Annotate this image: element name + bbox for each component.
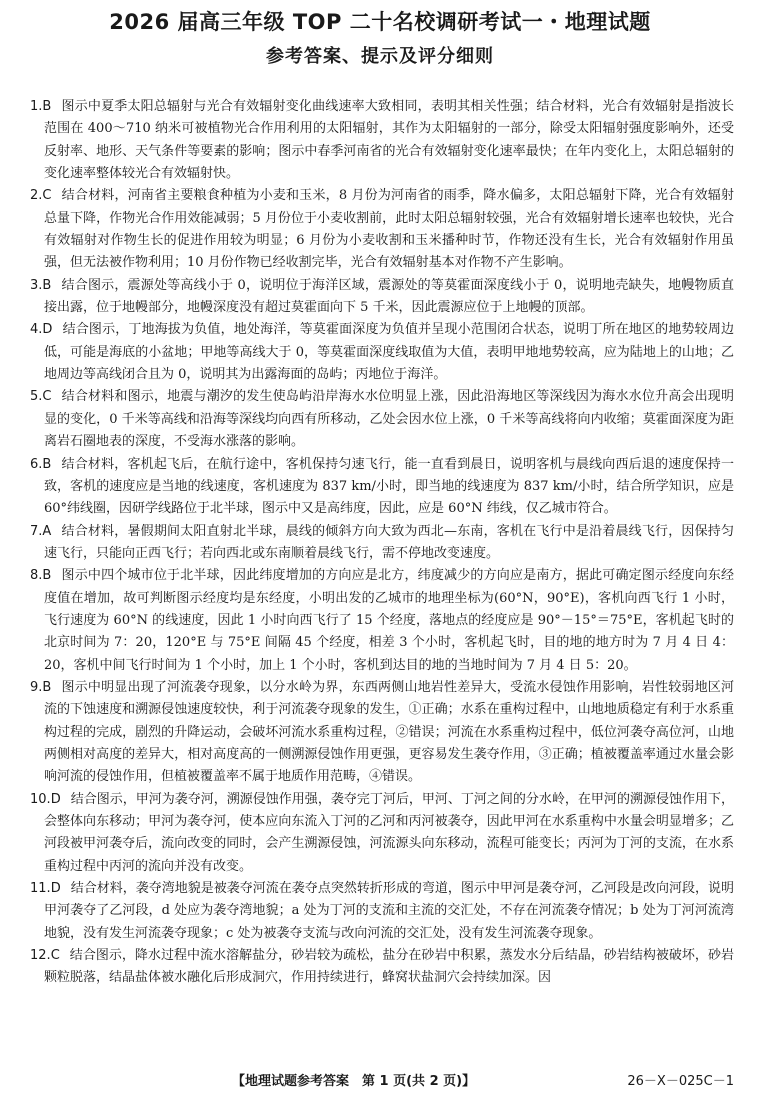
answer-number: 11. bbox=[30, 881, 51, 897]
answer-number: 8. bbox=[30, 568, 43, 584]
answer-number: 6. bbox=[30, 456, 43, 472]
answer-explanation: 图示中明显出现了河流袭夺现象，以分水岭为界，东西两侧山地岩性差异大，受流水侵蚀作用影响，岩性较弱地区河流的下蚀速度和溯源侵蚀速度较快，利于河流袭夺现象的发生，①正确；水系在重构过程中，山地地质稳定有利于水系重构过程的完成，剧烈的升降运动，会破坏河流水系重构过程，②错误；河流在水系重构过程中，低位河袭夺高位河，山地两侧相对高度的差异大，相对高度高的一侧溯源侵蚀作用更强，更容易发生袭夺作用，③正确；植被覆盖率通过水量会影响河流的侵蚀作用，但植被覆盖率不属于地质作用范畴，④错误。 bbox=[44, 679, 734, 785]
answers-list bbox=[30, 96, 734, 990]
answer-item bbox=[30, 677, 734, 789]
answer-choice: B bbox=[42, 456, 52, 472]
answer-choice: D bbox=[50, 791, 61, 807]
answer-explanation: 结合图示，震源处等高线小于 0，说明位于海洋区域，震源处的等莫霍面深度线小于 0，说明地壳缺失，地幔物质直接出露，位于地幔部分，地幔深度没有超过莫霍面向下 5 千米，因此震源应位于上地幔的顶部。 bbox=[44, 277, 734, 316]
answer-item bbox=[30, 521, 734, 566]
answer-item bbox=[30, 96, 734, 185]
page-footer bbox=[0, 1070, 760, 1090]
answer-explanation: 结合图示，甲河为袭夺河，溯源侵蚀作用强，袭夺完丁河后，甲河、丁河之间的分水岭，在甲河的溯源侵蚀作用下，会整体向东移动；甲河为袭夺河，使本应向东流入丁河的乙河和丙河被袭夺，因此甲河在水系重构中水量会明显增多；乙河段被甲河袭夺后，流向改变的同时，会产生溯源侵蚀，河流源头向东移动，流程可能变长；丙河为丁河的支流，在水系重构过程中丙河的流向并没有改变。 bbox=[44, 791, 734, 874]
answer-choice: C bbox=[50, 948, 60, 964]
answer-choice: B bbox=[42, 99, 52, 114]
answer-item bbox=[30, 945, 734, 990]
answer-choice: A bbox=[42, 523, 52, 539]
answer-choice: C bbox=[42, 389, 52, 405]
answer-item bbox=[30, 878, 734, 945]
answer-explanation: 结合材料，客机起飞后，在航行途中，客机保持匀速飞行，能一直看到晨日，说明客机与晨线向西后退的速度保持一致，客机的速度应是当地的线速度，客机速度为 837 km/小时，即当地的线速度为 837 km/小时，结合所学知识，应是 60°纬线圈，因研学线路位于北半球，图示中又是高纬度，因此，应是 60°N 纬线，仅乙城市符合。 bbox=[44, 456, 734, 517]
answer-choice: B bbox=[42, 568, 52, 584]
answer-explanation: 图示中四个城市位于北半球，因此纬度增加的方向应是北方，纬度减少的方向应是南方，据此可确定图示经度向东经度值在增加，故可判断图示经度均是东经度，小明出发的乙城市的地理坐标为(60°N，90°E)，客机向西飞行 1 小时，飞行速度为 60°N 的线速度，因此 1 小时向西飞行了 15 个经度，落地点的经度应是 90°－15°＝75°E，客机起飞时的北京时间为 7：20，120°E 与 75°E 间隔 45 个经度，相差 3 个小时，客机起飞时，目的地的地方时为 7 月 4 日 4：20，客机中间飞行时间为 1 个小时，加上 1 个小时，客机到达目的地的当地时间为 7 月 4 日 5：20。 bbox=[44, 568, 734, 673]
answer-item bbox=[30, 789, 734, 878]
answer-explanation: 结合图示，降水过程中流水溶解盐分，砂岩较为疏松，盐分在砂岩中积累，蒸发水分后结晶，砂岩结构被破坏，砂岩颗粒脱落，结晶盐体被水融化后形成洞穴，作用持续进行，蜂窝状盐洞穴会持续加深。因 bbox=[44, 948, 734, 986]
answer-item bbox=[30, 275, 734, 320]
answer-number: 10. bbox=[30, 791, 51, 807]
answer-explanation: 结合材料，河南省主要粮食种植为小麦和玉米，8 月份为河南省的雨季，降水偏多，太阳总辐射下降，光合有效辐射总量下降，作物光合作用效能减弱；5 月份位于小麦收割前，此时太阳总辐射较强，光合有效辐射增长速率也较快，光合有效辐射对作物生长的促进作用较为明显；6 月份为小麦收割和玉米播种时节，作物还没有生长，光合有效辐射作用虽强，但无法被作物利用；10 月份作物已经收割完毕，光合有效辐射基本对作物不产生影响。 bbox=[44, 188, 734, 271]
answer-choice: B bbox=[42, 277, 52, 293]
answer-number: 9. bbox=[30, 679, 43, 695]
answer-explanation: 结合材料和图示，地震与潮汐的发生使岛屿沿岸海水水位明显上涨，因此沿海地区等深线因为海水水位升高会出现明显的变化，0 千米等高线和沿海等深线均向西有所移动，乙处会因水位上涨，0 千米等高线将向内收缩；莫霍面深度为距离岩石圈地表的深度，不受海水涨落的影响。 bbox=[44, 389, 734, 450]
footer-label: 【地理试题参考答案 第 1 页(共 2 页)】 bbox=[232, 1074, 476, 1089]
answer-number: 4. bbox=[30, 322, 43, 338]
answer-explanation: 结合材料，袭夺湾地貌是被袭夺河流在袭夺点突然转折形成的弯道，图示中甲河是袭夺河，乙河段是改向河段，说明甲河袭夺了乙河段，d 处应为袭夺湾地貌；a 处为丁河的支流和主流的交汇处，不存在河流袭夺情况；b 处为丁河河流湾地貌，没有发生河流袭夺现象；c 处为被袭夺支流与改向河流的交汇处，没有发生河流袭夺现象。 bbox=[44, 881, 734, 941]
answer-item bbox=[30, 386, 734, 453]
answer-item bbox=[30, 454, 734, 521]
answer-number: 7. bbox=[30, 523, 43, 539]
answer-explanation: 结合材料，暑假期间太阳直射北半球，晨线的倾斜方向大致为西北—东南，客机在飞行中是沿着晨线飞行，因保持匀速飞行，只能向正西飞行；若向西北或东南顺着晨线飞行，需不停地改变速度。 bbox=[44, 523, 734, 561]
answer-item bbox=[30, 319, 734, 386]
answer-choice: C bbox=[42, 188, 52, 204]
answer-number: 12. bbox=[30, 948, 51, 964]
answer-number: 3. bbox=[30, 277, 43, 293]
answer-number: 2. bbox=[30, 188, 43, 204]
answer-item bbox=[30, 565, 734, 677]
answer-choice: D bbox=[50, 881, 61, 897]
answer-number: 1. bbox=[30, 99, 43, 114]
answer-item bbox=[30, 185, 734, 274]
footer-code: 26－X－025C－1 bbox=[627, 1074, 734, 1089]
page-subtitle: 参考答案、提示及评分细则 bbox=[266, 46, 494, 67]
answer-explanation: 结合图示，丁地海拔为负值，地处海洋，等莫霍面深度为负值并呈现小范围闭合状态，说明丁所在地区的地势较周边低，可能是海底的小盆地；甲地等高线大于 0，等莫霍面深度线取值为大值，表明甲地地势较高，应为陆地上的山地；乙地周边等高线闭合且为 0，说明其为出露海面的岛屿；丙地位于海洋。 bbox=[44, 322, 734, 383]
answer-choice: D bbox=[42, 322, 53, 338]
answer-choice: B bbox=[42, 679, 52, 695]
page-title: 2026 届高三年级 TOP 二十名校调研考试一・地理试题 bbox=[109, 10, 651, 34]
answer-explanation: 图示中夏季太阳总辐射与光合有效辐射变化曲线速率大致相同，表明其相关性强；结合材料，光合有效辐射是指波长范围在 400～710 纳米可被植物光合作用利用的太阳辐射，其作为太阳辐射的一部分，除受太阳辐射强度影响外，还受反射率、地形、天气条件等要素的影响；图示中春季河南省的光合有效辐射变化速率最快；在年内变化上，太阳总辐射的变化速率整体较光合有效辐射快。 bbox=[44, 99, 734, 182]
answer-number: 5. bbox=[30, 389, 43, 405]
